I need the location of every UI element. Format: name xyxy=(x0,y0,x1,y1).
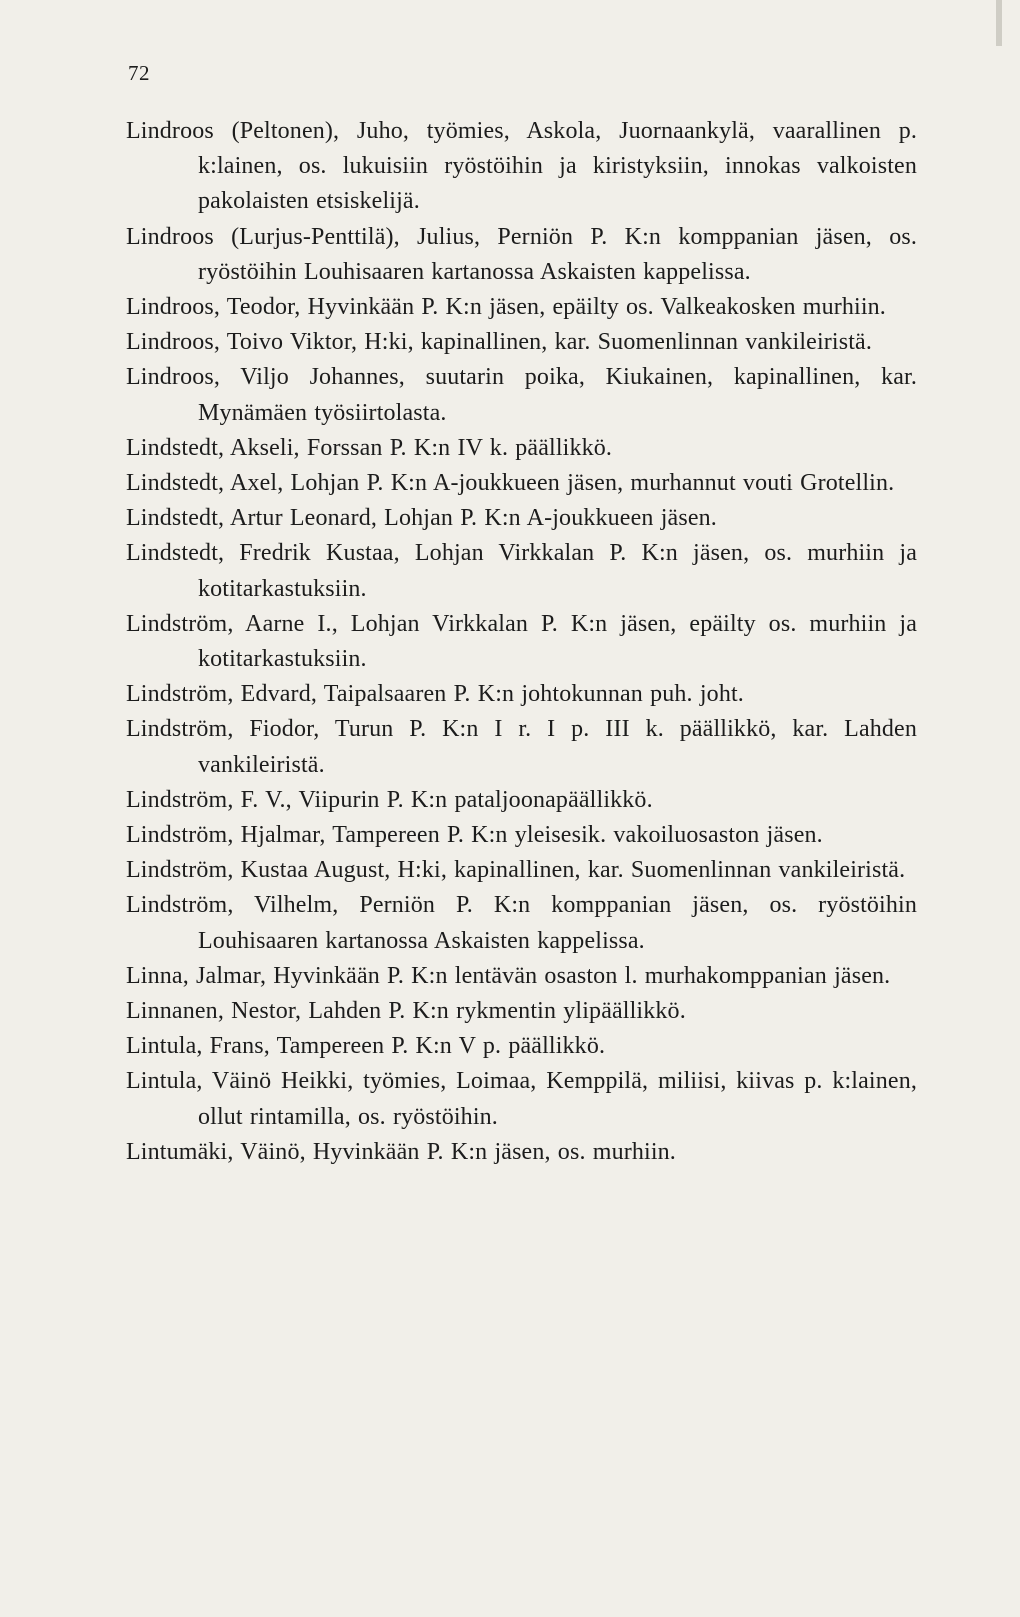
list-item: Lindström, Edvard, Taipalsaaren P. K:n johtokunnan puh. joht. xyxy=(126,681,744,708)
list-item: Lintula, Väinö Heikki, työmies, Loimaa, Kemppilä, miliisi, kiivas p. k:lainen, ollut rintamilla, os. ryöstöihin. xyxy=(126,1068,917,1130)
entry-list xyxy=(126,114,917,1170)
list-item: Lindstedt, Artur Leonard, Lohjan P. K:n A-joukkueen jäsen. xyxy=(126,505,717,532)
list-item: Lintula, Frans, Tampereen P. K:n V p. päällikkö. xyxy=(126,1033,606,1060)
list-item: Lindroos (Peltonen), Juho, työmies, Askola, Juornaankylä, vaarallinen p. k:lainen, os. lukuisiin ryöstöihin ja kiristyksiin, innokas valkoisten pakolaisten etsiskelijä. xyxy=(126,118,917,215)
list-item: Lindroos (Lurjus-Penttilä), Julius, Perniön P. K:n komppanian jäsen, os. ryöstöihin Louhisaaren kartanossa Askaisten kappelissa. xyxy=(126,223,917,285)
list-item: Lindström, Kustaa August, H:ki, kapinallinen, kar. Suomenlinnan vankileiristä. xyxy=(126,857,906,884)
list-item: Linna, Jalmar, Hyvinkään P. K:n lentävän osaston l. murhakomppanian jäsen. xyxy=(126,962,891,989)
list-item: Linnanen, Nestor, Lahden P. K:n rykmentin ylipäällikkö. xyxy=(126,998,686,1025)
page-number: 72 xyxy=(128,61,150,85)
list-item: Lindström, F. V., Viipurin P. K:n pataljoonapäällikkö. xyxy=(126,786,653,813)
list-item: Lindstedt, Fredrik Kustaa, Lohjan Virkkalan P. K:n jäsen, os. murhiin ja kotitarkastuksiin. xyxy=(126,540,917,602)
list-item: Lindroos, Toivo Viktor, H:ki, kapinallinen, kar. Suomenlinnan vankileiristä. xyxy=(126,329,873,356)
list-item: Lindstedt, Akseli, Forssan P. K:n IV k. päällikkö. xyxy=(126,434,613,461)
list-item: Lindström, Vilhelm, Perniön P. K:n komppanian jäsen, os. ryöstöihin Louhisaaren kartanossa Askaisten kappelissa. xyxy=(126,892,917,954)
list-item: Lindström, Hjalmar, Tampereen P. K:n yleisesik. vakoiluosaston jäsen. xyxy=(126,822,823,849)
list-item: Lindström, Aarne I., Lohjan Virkkalan P. K:n jäsen, epäilty os. murhiin ja kotitarkastuksiin. xyxy=(126,610,917,673)
list-item: Lindroos, Teodor, Hyvinkään P. K:n jäsen, epäilty os. Valkeakosken murhiin. xyxy=(126,294,886,321)
scan-edge-mark xyxy=(996,0,1002,46)
list-item: Lindström, Fiodor, Turun P. K:n I r. I p. III k. päällikkö, kar. Lahden vankileiristä. xyxy=(126,716,917,778)
list-item: Lintumäki, Väinö, Hyvinkään P. K:n jäsen, os. murhiin. xyxy=(126,1138,676,1165)
list-item: Lindroos, Viljo Johannes, suutarin poika, Kiukainen, kapinallinen, kar. Mynämäen työsiirtolasta. xyxy=(126,364,917,426)
list-item: Lindstedt, Axel, Lohjan P. K:n A-joukkueen jäsen, murhannut vouti Grotellin. xyxy=(126,470,895,497)
